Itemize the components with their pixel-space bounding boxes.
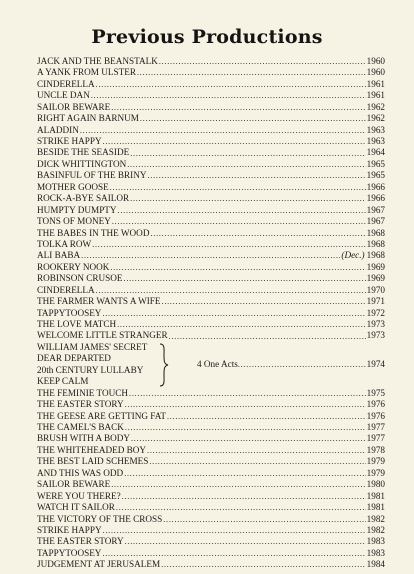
production-year: 1961 — [366, 78, 385, 89]
one-acts-label: 4 One Acts — [197, 358, 238, 369]
production-year: 1969 — [366, 273, 385, 284]
production-row — [37, 308, 385, 319]
leader-dots — [159, 56, 366, 67]
production-title: ALI BABA — [37, 250, 81, 261]
production-row — [37, 285, 385, 296]
production-title: TONS OF MONEY — [37, 216, 111, 227]
production-title: WATCH IT SAILOR — [37, 502, 115, 513]
production-year: 1966 — [366, 181, 385, 192]
leader-dots — [96, 79, 366, 90]
production-row — [37, 411, 385, 422]
production-row — [37, 113, 385, 124]
production-year: 1968 — [366, 238, 385, 249]
production-row — [37, 468, 385, 479]
leader-dots — [131, 433, 366, 444]
leader-dots — [81, 250, 340, 261]
leader-dots — [167, 411, 366, 422]
production-row — [37, 102, 385, 113]
production-title: ROCK-A-BYE SAILOR — [37, 193, 130, 204]
production-title: TAPPYTOOSEY — [37, 547, 102, 558]
production-title: THE VICTORY OF THE CROSS — [37, 513, 163, 524]
production-year: 1965 — [366, 158, 385, 169]
leader-dots — [117, 319, 366, 330]
leader-dots — [149, 456, 365, 467]
production-year: 1979 — [366, 456, 385, 467]
production-row — [37, 67, 385, 78]
production-title: THE EASTER STORY — [37, 399, 124, 410]
leader-dots — [130, 148, 365, 159]
leader-dots — [125, 399, 366, 410]
production-year: 1971 — [366, 296, 385, 307]
production-title: DICK WHITTINGTON — [37, 158, 127, 169]
production-year: 1982 — [366, 513, 385, 524]
production-title: AND THIS WAS ODD — [37, 467, 124, 478]
production-row — [37, 159, 385, 170]
production-title: CINDERELLA — [37, 78, 95, 89]
production-title: BESIDE THE SEASIDE — [37, 147, 130, 158]
production-row — [37, 250, 385, 261]
curly-brace-icon — [157, 343, 171, 387]
production-note: (Dec.) — [341, 250, 365, 261]
production-title: MOTHER GOOSE — [37, 181, 109, 192]
production-title: ROBINSON CRUSOE — [37, 273, 123, 284]
production-year: 1961 — [366, 90, 385, 101]
leader-dots — [102, 308, 365, 319]
production-row — [37, 422, 385, 433]
production-title: THE BEST LAID SCHEMES — [37, 456, 149, 467]
leader-dots — [110, 182, 366, 193]
production-year: 1965 — [366, 170, 385, 181]
productions-list-part-a — [37, 56, 385, 342]
production-title: TOLKA ROW — [37, 238, 92, 249]
production-row — [37, 559, 385, 570]
leader-dots — [91, 90, 366, 101]
production-title: STRIKE HAPPY — [37, 524, 102, 535]
page-title: Previous Productions — [91, 26, 323, 48]
production-year: 1963 — [366, 124, 385, 135]
leader-dots — [110, 262, 365, 273]
production-title: JUDGEMENT AT JERUSALEM — [37, 559, 161, 570]
production-title: BRUSH WITH A BODY — [37, 433, 130, 444]
production-row — [37, 445, 385, 456]
production-row — [37, 262, 385, 273]
leader-dots — [238, 359, 367, 370]
leader-dots — [80, 125, 366, 136]
production-row — [37, 388, 385, 399]
production-year: 1984 — [366, 559, 385, 570]
production-year: 1970 — [366, 284, 385, 295]
production-title: WELCOME LITTLE STRANGER — [37, 330, 168, 341]
production-title: UNCLE DAN — [37, 90, 90, 101]
production-row — [37, 79, 385, 90]
one-acts-entry — [197, 359, 385, 370]
production-year: 1973 — [366, 330, 385, 341]
production-title: THE LOVE MATCH — [37, 319, 117, 330]
production-title: STRIKE HAPPY — [37, 136, 102, 147]
production-year: 1977 — [366, 433, 385, 444]
production-row — [37, 205, 385, 216]
production-row — [37, 182, 385, 193]
one-act-title: 20th CENTURY LULLABY — [37, 364, 144, 375]
leader-dots — [96, 285, 366, 296]
production-year: 1976 — [366, 399, 385, 410]
production-title: WERE YOU THERE? — [37, 490, 121, 501]
productions-list — [37, 56, 385, 571]
one-act-title: WILLIAM JAMES' SECRET — [37, 341, 148, 352]
production-row — [37, 331, 385, 342]
production-year: 1980 — [366, 479, 385, 490]
production-row — [37, 456, 385, 467]
leader-dots — [137, 67, 366, 78]
production-title: THE CAMEL'S BACK — [37, 422, 124, 433]
leader-dots — [125, 536, 366, 547]
one-acts-group — [37, 342, 385, 388]
leader-dots — [103, 136, 366, 147]
production-row — [37, 273, 385, 284]
production-year: 1977 — [366, 422, 385, 433]
production-title: THE EASTER STORY — [37, 536, 124, 547]
production-title: THE FEMINIE TOUCH — [37, 387, 129, 398]
production-title: ROOKERY NOOK — [37, 261, 110, 272]
leader-dots — [122, 491, 366, 502]
production-title: ALADDIN — [37, 124, 79, 135]
leader-dots — [111, 479, 365, 490]
leader-dots — [111, 102, 365, 113]
productions-list-part-b — [37, 388, 385, 571]
production-title: THE WHITEHEADED BOY — [37, 444, 147, 455]
production-year: 1960 — [366, 67, 385, 78]
production-row — [37, 491, 385, 502]
leader-dots — [118, 205, 366, 216]
one-act-title: DEAR DEPARTED — [37, 353, 111, 364]
leader-dots — [147, 445, 366, 456]
leader-dots — [150, 228, 365, 239]
production-row — [37, 90, 385, 101]
leader-dots — [163, 514, 365, 525]
production-row — [37, 193, 385, 204]
production-year: 1968 — [366, 227, 385, 238]
production-title: SAILOR BEWARE — [37, 479, 111, 490]
leader-dots — [112, 216, 366, 227]
production-row — [37, 148, 385, 159]
production-year: 1960 — [366, 55, 385, 66]
production-year: 1967 — [366, 216, 385, 227]
production-title: RIGHT AGAIN BARNUM — [37, 113, 139, 124]
production-title: BASINFUL OF THE BRINY — [37, 170, 147, 181]
leader-dots — [127, 159, 365, 170]
leader-dots — [129, 388, 366, 399]
production-title: THE BABES IN THE WOOD — [37, 227, 150, 238]
leader-dots — [148, 170, 366, 181]
leader-dots — [103, 525, 366, 536]
production-year: 1982 — [366, 524, 385, 535]
production-year: 1983 — [366, 536, 385, 547]
production-row — [37, 296, 385, 307]
one-act-title: KEEP CALM — [37, 376, 89, 387]
leader-dots — [102, 548, 365, 559]
production-year: 1968 — [366, 250, 385, 261]
production-title: JACK AND THE BEANSTALK — [37, 55, 158, 66]
production-row — [37, 228, 385, 239]
production-title: A YANK FROM ULSTER — [37, 67, 136, 78]
leader-dots — [130, 193, 365, 204]
production-year: 1973 — [366, 319, 385, 330]
production-year: 1963 — [366, 136, 385, 147]
production-row — [37, 548, 385, 559]
leader-dots — [162, 296, 366, 307]
production-row — [37, 514, 385, 525]
production-year: 1972 — [366, 307, 385, 318]
production-title: THE GEESE ARE GETTING FAT — [37, 410, 166, 421]
production-year: 1964 — [366, 147, 385, 158]
production-year: 1974 — [366, 358, 385, 369]
production-row — [37, 433, 385, 444]
leader-dots — [124, 468, 365, 479]
production-year: 1981 — [366, 502, 385, 513]
production-row — [37, 239, 385, 250]
leader-dots — [125, 422, 366, 433]
production-year: 1969 — [366, 261, 385, 272]
production-year: 1979 — [366, 467, 385, 478]
production-row — [37, 56, 385, 67]
production-title: HUMPTY DUMPTY — [37, 204, 117, 215]
production-year: 1967 — [366, 204, 385, 215]
production-row — [37, 399, 385, 410]
production-year: 1966 — [366, 193, 385, 204]
leader-dots — [161, 559, 365, 570]
production-row — [37, 170, 385, 181]
production-row — [37, 536, 385, 547]
production-year: 1962 — [366, 101, 385, 112]
production-row — [37, 136, 385, 147]
leader-dots — [124, 273, 366, 284]
production-title: TAPPYTOOSEY — [37, 307, 102, 318]
leader-dots — [92, 239, 365, 250]
production-year: 1976 — [366, 410, 385, 421]
production-year: 1962 — [366, 113, 385, 124]
production-year: 1983 — [366, 547, 385, 558]
production-row — [37, 502, 385, 513]
production-row — [37, 319, 385, 330]
production-title: THE FARMER WANTS A WIFE — [37, 296, 161, 307]
production-row — [37, 216, 385, 227]
production-year: 1975 — [366, 387, 385, 398]
production-title: SAILOR BEWARE — [37, 101, 111, 112]
production-title: CINDERELLA — [37, 284, 95, 295]
production-row — [37, 525, 385, 536]
production-row — [37, 479, 385, 490]
production-year: 1981 — [366, 490, 385, 501]
leader-dots — [116, 502, 366, 513]
production-row — [37, 125, 385, 136]
production-year: 1978 — [366, 444, 385, 455]
leader-dots — [140, 113, 366, 124]
leader-dots — [169, 331, 366, 342]
one-acts-titles — [37, 342, 147, 388]
